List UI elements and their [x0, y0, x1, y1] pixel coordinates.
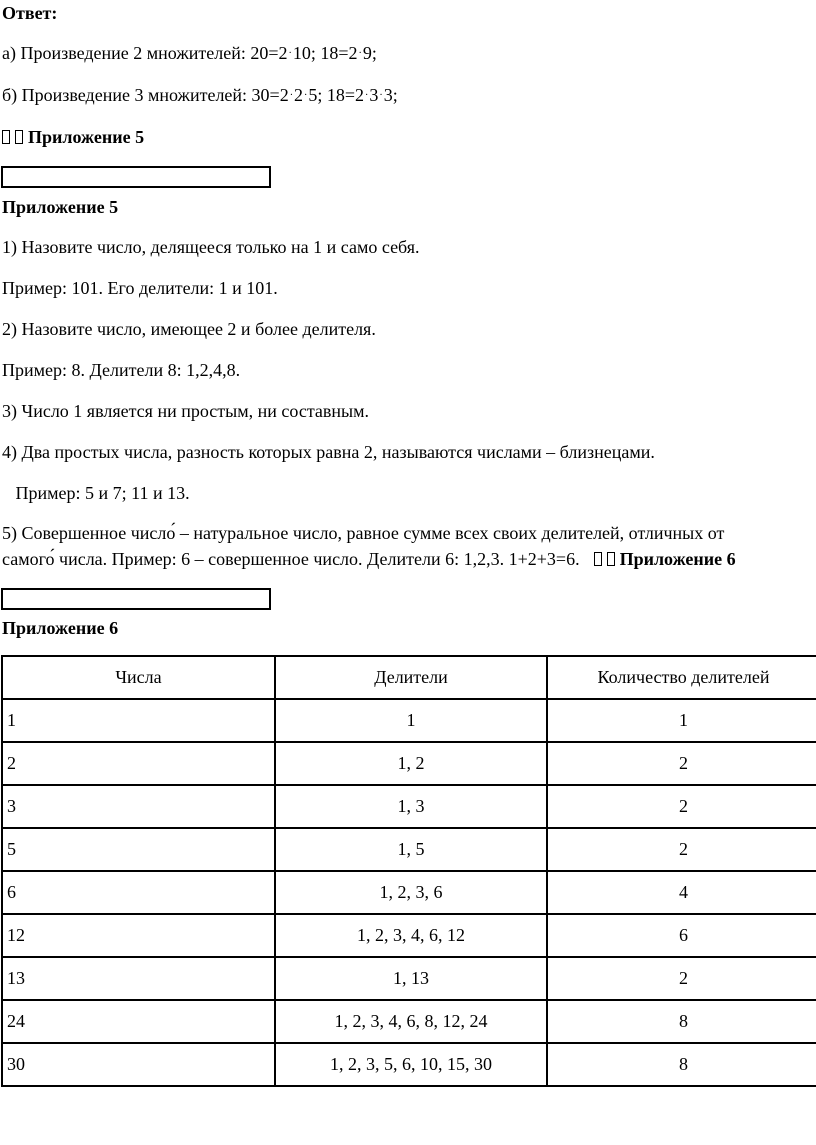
table-row: [2, 785, 816, 828]
appendix-5-link[interactable]: [2, 126, 144, 148]
answer-b-p4: 3: [369, 85, 379, 105]
divisors-table: [1, 655, 816, 1087]
answer-heading: Ответ:: [2, 3, 58, 23]
missing-glyph-icon: [2, 130, 10, 144]
cell-divisors: 1, 5: [275, 828, 547, 871]
appendix-5-item: 1) Назовите число, делящееся только на 1 и само себя.: [2, 237, 420, 257]
table-row: [2, 699, 816, 742]
column-header-divisors: Делители: [275, 656, 547, 699]
missing-glyph-icon: [594, 552, 602, 566]
appendix-5-link-label: Приложение 5: [28, 127, 145, 147]
multiply-dot: ·: [365, 90, 369, 101]
cell-count: 4: [547, 871, 816, 914]
answer-a-end: 9;: [362, 43, 377, 63]
cell-number: 6: [2, 871, 275, 914]
cell-count: 2: [547, 742, 816, 785]
appendix-5-item: Пример: 101. Его делители: 1 и 101.: [2, 278, 278, 298]
table-row: [2, 1043, 816, 1086]
appendix-6-heading: Приложение 6: [2, 618, 119, 638]
cell-divisors: 1, 13: [275, 957, 547, 1000]
cell-number: 24: [2, 1000, 275, 1043]
missing-glyph-icon: [15, 130, 23, 144]
multiply-dot: ·: [379, 90, 383, 101]
column-header-numbers: Числа: [2, 656, 275, 699]
answer-line-b: [2, 84, 398, 107]
cell-count: 1: [547, 699, 816, 742]
cell-divisors: 1, 2, 3, 5, 6, 10, 15, 30: [275, 1043, 547, 1086]
cell-divisors: 1, 2, 3, 4, 6, 12: [275, 914, 547, 957]
table-header-row: [2, 656, 816, 699]
cell-number: 3: [2, 785, 275, 828]
appendix-6-link-label: Приложение 6: [619, 549, 736, 569]
cell-divisors: 1: [275, 699, 547, 742]
answer-line-a: [2, 42, 377, 65]
cell-count: 2: [547, 957, 816, 1000]
appendix-5-heading: Приложение 5: [2, 197, 119, 217]
cell-number: 30: [2, 1043, 275, 1086]
answer-b-end: 3;: [383, 85, 398, 105]
appendix-5-item: 3) Число 1 является ни простым, ни составным.: [2, 401, 370, 421]
cell-number: 12: [2, 914, 275, 957]
image-placeholder-box: [1, 588, 271, 610]
multiply-dot: ·: [304, 90, 308, 101]
image-placeholder-box: [1, 166, 271, 188]
appendix-5-item: 2) Назовите число, имеющее 2 и более делителя.: [2, 319, 376, 339]
cell-number: 13: [2, 957, 275, 1000]
answer-b-p3: 5; 18=2: [308, 85, 365, 105]
table-row: [2, 871, 816, 914]
table-row: [2, 957, 816, 1000]
answer-a-mid: 10; 18=2: [292, 43, 358, 63]
multiply-dot: ·: [288, 48, 292, 59]
cell-count: 8: [547, 1000, 816, 1043]
table-row: [2, 1000, 816, 1043]
multiply-dot: ·: [358, 48, 362, 59]
appendix-5-item: 4) Два простых числа, разность которых равна 2, называются числами – близнецами.: [2, 442, 655, 462]
appendix-5-item-5-text: самого́ числа. Пример: 6 – совершенное число. Делители 6: 1,2,3. 1+2+3=6.: [2, 549, 580, 569]
appendix-5-item-5-line-1: 5) Совершенное число́ – натуральное число, равное сумме всех своих делителей, отличных от: [2, 523, 725, 543]
cell-number: 2: [2, 742, 275, 785]
cell-divisors: 1, 2: [275, 742, 547, 785]
missing-glyph-icon: [607, 552, 615, 566]
column-header-count: Количество делителей: [547, 656, 816, 699]
cell-count: 8: [547, 1043, 816, 1086]
appendix-5-item-5-line-2: [2, 548, 736, 570]
appendix-6-link[interactable]: [594, 549, 736, 569]
cell-count: 6: [547, 914, 816, 957]
table-row: [2, 742, 816, 785]
table-row: [2, 914, 816, 957]
answer-b-prefix: б) Произведение 3 множителей: 30=2: [2, 85, 289, 105]
cell-number: 5: [2, 828, 275, 871]
appendix-5-item: Пример: 8. Делители 8: 1,2,4,8.: [2, 360, 241, 380]
cell-count: 2: [547, 828, 816, 871]
appendix-5-item: Пример: 5 и 7; 11 и 13.: [2, 483, 190, 503]
cell-divisors: 1, 3: [275, 785, 547, 828]
answer-a-prefix: а) Произведение 2 множителей: 20=2: [2, 43, 288, 63]
cell-divisors: 1, 2, 3, 4, 6, 8, 12, 24: [275, 1000, 547, 1043]
table-row: [2, 828, 816, 871]
cell-count: 2: [547, 785, 816, 828]
cell-divisors: 1, 2, 3, 6: [275, 871, 547, 914]
multiply-dot: ·: [289, 90, 294, 101]
cell-number: 1: [2, 699, 275, 742]
answer-b-p2: 2: [294, 85, 304, 105]
